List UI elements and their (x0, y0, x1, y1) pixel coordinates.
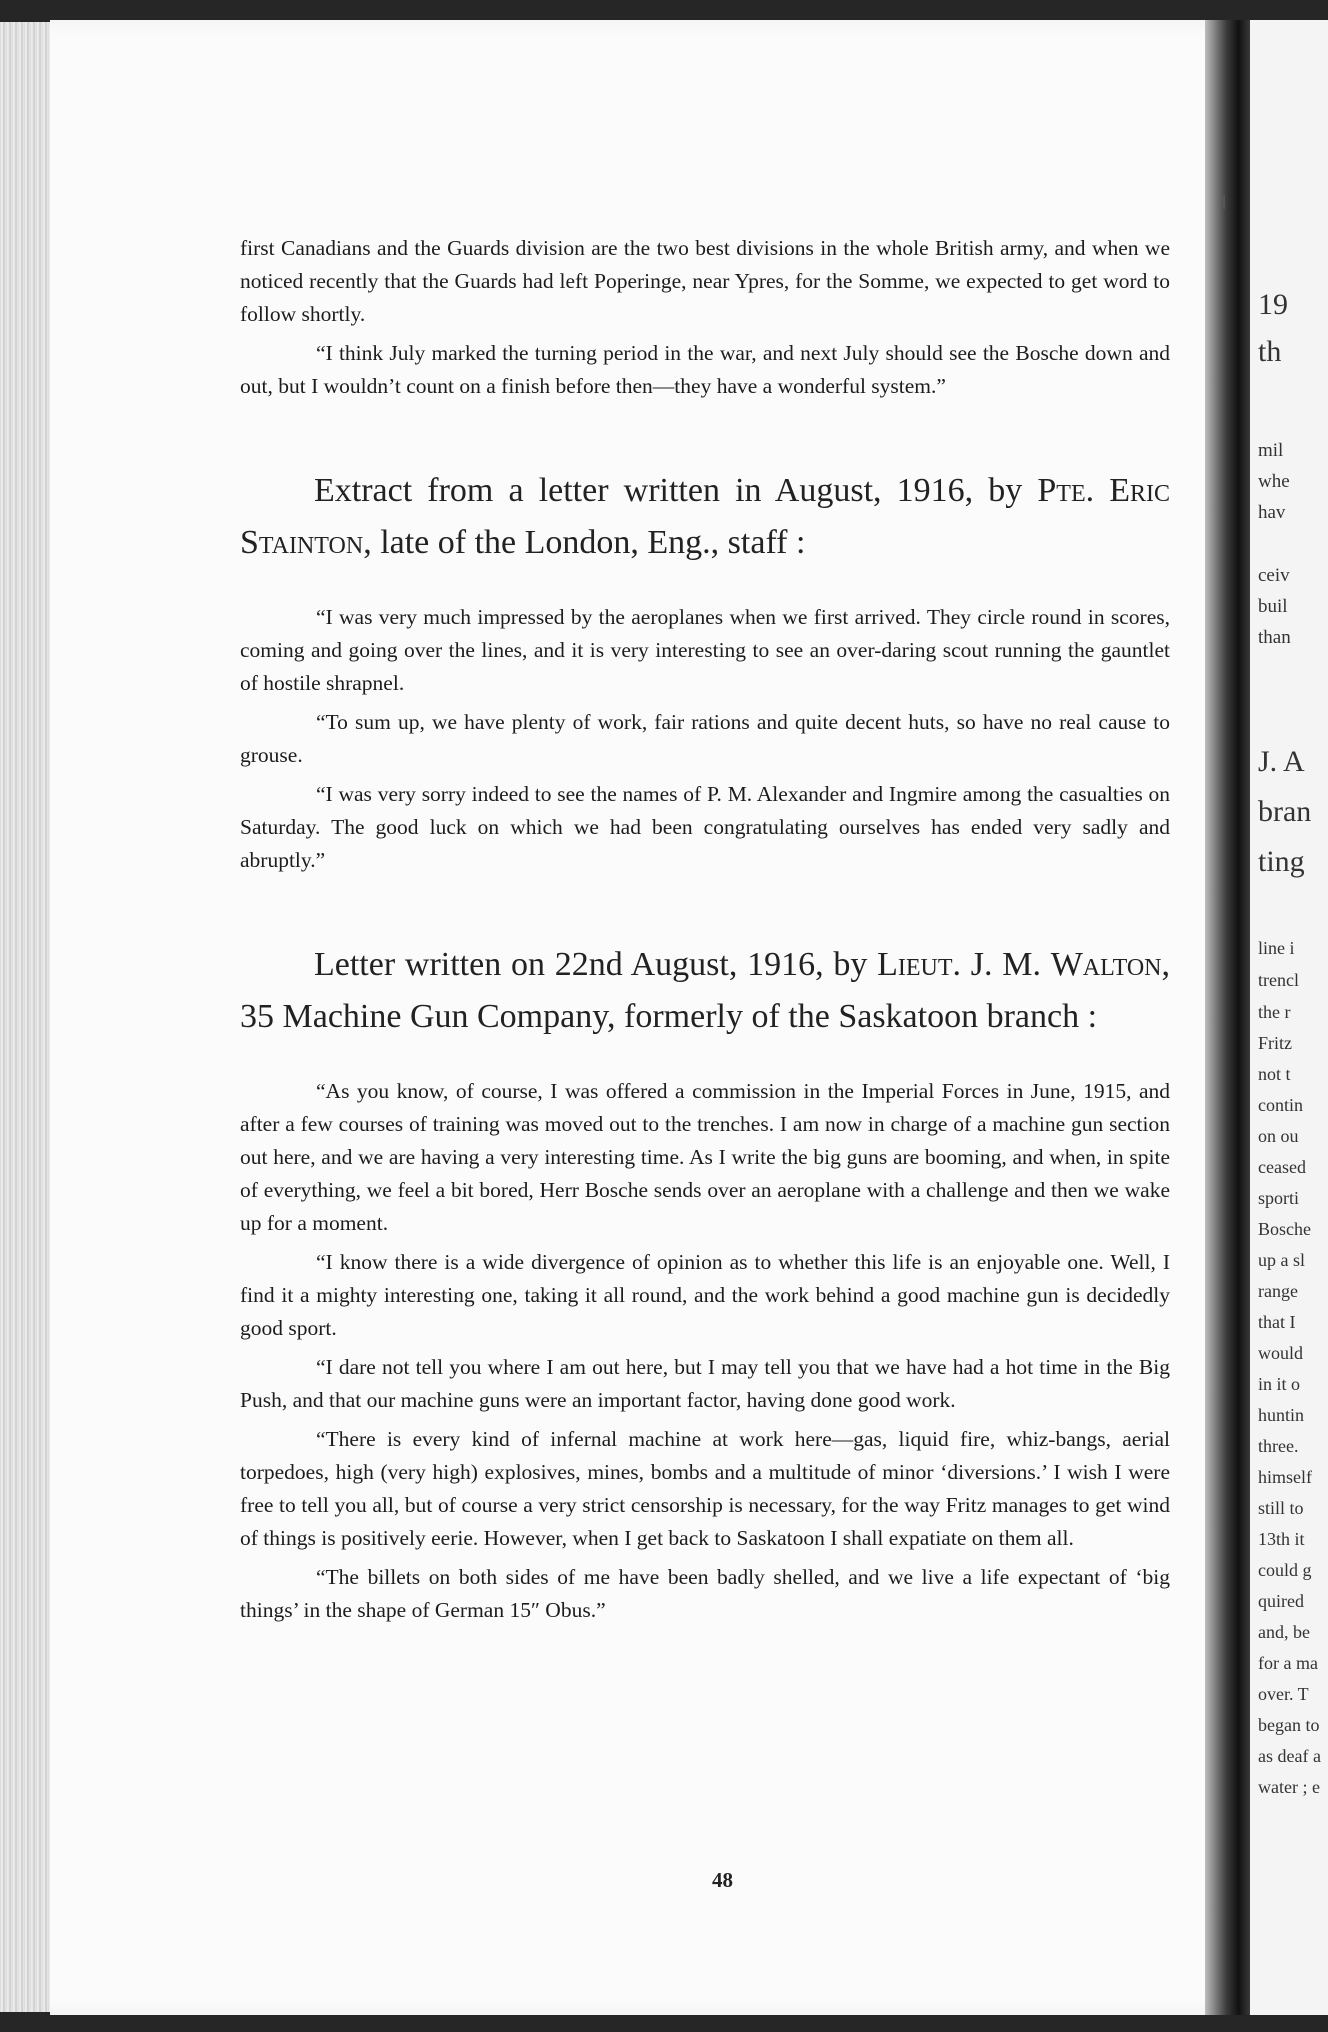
facing-fragment: up a sl (1258, 1250, 1305, 1270)
intro-paragraph: “I think July marked the turning period in the war, and next July should see the Bosche down and out, but I wouldn’t count on a finish before then—they have a wonderful system.” (240, 341, 1170, 398)
facing-fragment: ting (1258, 845, 1305, 878)
facing-fragment: sporti (1258, 1188, 1300, 1208)
letter-paragraph: “To sum up, we have plenty of work, fair rations and quite decent huts, so have no real cause to grouse. (240, 710, 1170, 767)
facing-fragment: than (1258, 627, 1291, 648)
facing-fragment: as deaf a (1258, 1746, 1321, 1766)
letter-paragraph: “I dare not tell you where I am out here, but I may tell you that we have had a hot time in the Big Push, and that our machine guns were an important factor, having done good work. (240, 1355, 1170, 1412)
facing-fragment: ceiv (1258, 565, 1290, 586)
facing-fragment: over. T (1258, 1684, 1309, 1704)
facing-fragment: on ou (1258, 1126, 1299, 1146)
facing-fragment: ceased (1258, 1157, 1306, 1177)
book-gutter (1205, 20, 1253, 2015)
facing-fragment: th (1258, 335, 1282, 368)
facing-fragment: mil (1258, 440, 1284, 461)
heading-rank: Lieut. (877, 946, 961, 983)
facing-fragment: three. (1258, 1436, 1299, 1456)
facing-fragment: water ; e (1258, 1777, 1320, 1797)
section-heading-walton (240, 939, 1170, 1043)
facing-fragment: Bosche (1258, 1219, 1311, 1239)
facing-fragment: and, be (1258, 1622, 1310, 1642)
facing-fragment: himself (1258, 1467, 1312, 1487)
heading-initials: J. M. (970, 946, 1041, 983)
facing-fragment: 19 (1258, 288, 1288, 321)
letter-paragraph: “I was very much impressed by the aeroplanes when we first arrived. They circle round in scores, coming and going over the lines, and it is very interesting to see an over-daring scout running the gauntlet of hostile shrapnel. (240, 605, 1170, 695)
facing-fragment: hav (1258, 502, 1286, 523)
facing-fragment: for a ma (1258, 1653, 1318, 1673)
facing-fragment: contin (1258, 1095, 1303, 1115)
facing-fragment: the r (1258, 1002, 1291, 1022)
letter-paragraph: “I was very sorry indeed to see the names of P. M. Alexander and Ingmire among the casualties on Saturday. The good luck on which we had been congratulating ourselves has ended very sadly and abruptly.” (240, 782, 1170, 872)
section-heading-stainton (240, 465, 1170, 569)
heading-name: Pte. Eric Stainton, (240, 472, 1170, 561)
heading-text: Letter written on 22nd August, 1916, by (314, 946, 868, 983)
page-number: 48 (712, 1868, 733, 1892)
letter-paragraph: “I know there is a wide divergence of opinion as to whether this life is an enjoyable one. Well, I find it a mighty interesting one, taking it all round, and the work behind a good machine gun is decidedly good sport. (240, 1250, 1170, 1340)
facing-fragment: in it o (1258, 1374, 1301, 1394)
letter-paragraph: “The billets on both sides of me have been badly shelled, and we live a life expectant of ‘big things’ in the shape of German 15″ Obus.” (240, 1565, 1170, 1622)
facing-fragment: line i (1258, 938, 1295, 958)
facing-fragment: range (1258, 1281, 1298, 1301)
letter-paragraph: “As you know, of course, I was offered a commission in the Imperial Forces in June, 1915, and after a few courses of training was moved out to the trenches. I am now in charge of a machine gun section out here, and we are having a very interesting time. As I write the big guns are booming, and when, in spite of everything, we feel a bit bored, Herr Bosche sends over an aeroplane with a challenge and then we wake up for a moment. (240, 1079, 1170, 1235)
facing-fragment: not t (1258, 1064, 1291, 1084)
facing-fragment: still to (1258, 1498, 1304, 1518)
intro-paragraph: first Canadians and the Guards division are the two best divisions in the whole British army, and when we noticed recently that the Guards had left Poperinge, near Ypres, for the Somme, we expected to get word to follow shortly. (240, 236, 1170, 326)
facing-fragment: could g (1258, 1560, 1312, 1580)
heading-name: Walton, (1050, 946, 1170, 983)
facing-fragment: Fritz (1258, 1033, 1292, 1053)
facing-fragment: bran (1258, 795, 1312, 828)
facing-fragment: buil (1258, 596, 1288, 617)
facing-fragment: 13th it (1258, 1529, 1305, 1549)
facing-fragment: that I (1258, 1312, 1296, 1332)
heading-text: 35 Machine Gun Company, formerly of the Saskatoon branch : (240, 998, 1098, 1035)
facing-fragment: began to (1258, 1715, 1320, 1735)
facing-page (1250, 20, 1328, 2015)
facing-fragment: quired (1258, 1591, 1304, 1611)
facing-fragment: trencl (1258, 970, 1299, 990)
letter-paragraph: “There is every kind of infernal machine at work here—gas, liquid fire, whiz-bangs, aerial torpedoes, high (very high) explosives, mines, bombs and a multitude of minor ‘diversions.’ I wish I were free to tell you all, but of course a very strict censorship is necessary, for the way Fritz manages to get wind of things is positively eerie. However, when I get back to Saskatoon I shall expatiate on them all. (240, 1427, 1170, 1550)
facing-fragment: J. A (1258, 745, 1305, 778)
facing-fragment: would (1258, 1343, 1303, 1363)
page-content (240, 232, 1170, 1627)
margin-mark (1222, 195, 1225, 209)
facing-fragment: huntin (1258, 1405, 1305, 1425)
facing-fragment: whe (1258, 471, 1290, 492)
heading-text: Extract from a letter written in August, 1916, by (314, 472, 1023, 509)
heading-text: late of the London, Eng., staff : (380, 524, 806, 561)
